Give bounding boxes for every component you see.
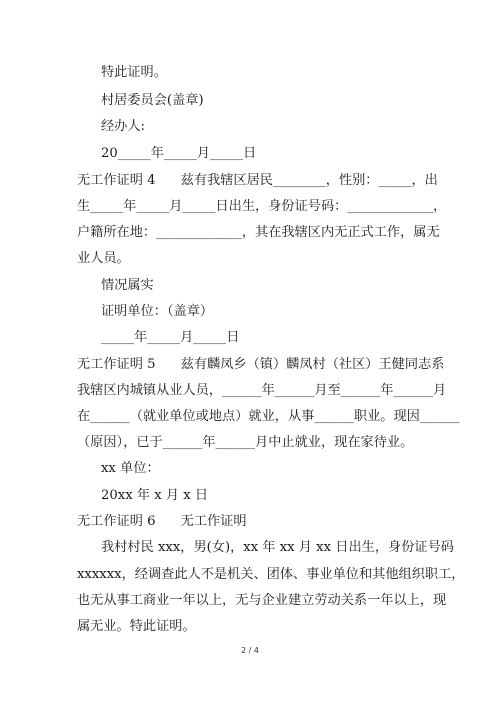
text-line: xx 单位： [101, 461, 160, 476]
text-line: 经办人: [101, 119, 146, 134]
text-line: 生_____年_____月_____日出生，身份证号码：_____________， [77, 199, 447, 214]
text-line: 20xx 年 x 月 x 日 [101, 488, 209, 503]
text-line: 情况属实 [101, 278, 154, 293]
text-line: 村居委员会(盖章) [101, 93, 204, 108]
text-line: xxxxxx，经调查此人不是机关、团体、事业单位和其他组织职工， [77, 567, 465, 582]
section-heading-line: 无工作证明 5 兹有麟凤乡（镇）麟凤村（社区）王健同志系 [77, 357, 445, 372]
text-line: 证明单位：（盖章） [101, 304, 214, 319]
text-line: 也无从事工商业一年以上，无与企业建立劳动关系一年以上，现 [77, 593, 447, 608]
text-line: 在______（就业单位或地点）就业，从事______职业。现因______ [77, 409, 460, 424]
page-number: 2 / 4 [241, 646, 259, 655]
text-line: _____年_____月_____日 [101, 330, 240, 345]
text-line: 特此证明。 [101, 65, 167, 80]
text-line: 业人员。 [77, 251, 130, 266]
text-line: （原因），已于______年______月中止就业，现在家待业。 [77, 435, 414, 450]
text-line: 20_____年_____月_____日 [101, 146, 257, 161]
text-line: 我村村民 xxx，男(女)，xx 年 xx 月 xx 日出生，身份证号码 [101, 540, 454, 555]
section-heading-line: 无工作证明 4 兹有我辖区居民________，性别：_____，出 [77, 173, 438, 188]
section-heading-line: 无工作证明 6 无工作证明 [77, 514, 247, 529]
text-line: 我辖区内城镇从业人员，______年______月至______年______月 [77, 383, 447, 398]
text-line: 属无业。特此证明。 [77, 619, 196, 634]
text-line: 户籍所在地：_____________，其在我辖区内无正式工作，属无 [77, 225, 440, 240]
